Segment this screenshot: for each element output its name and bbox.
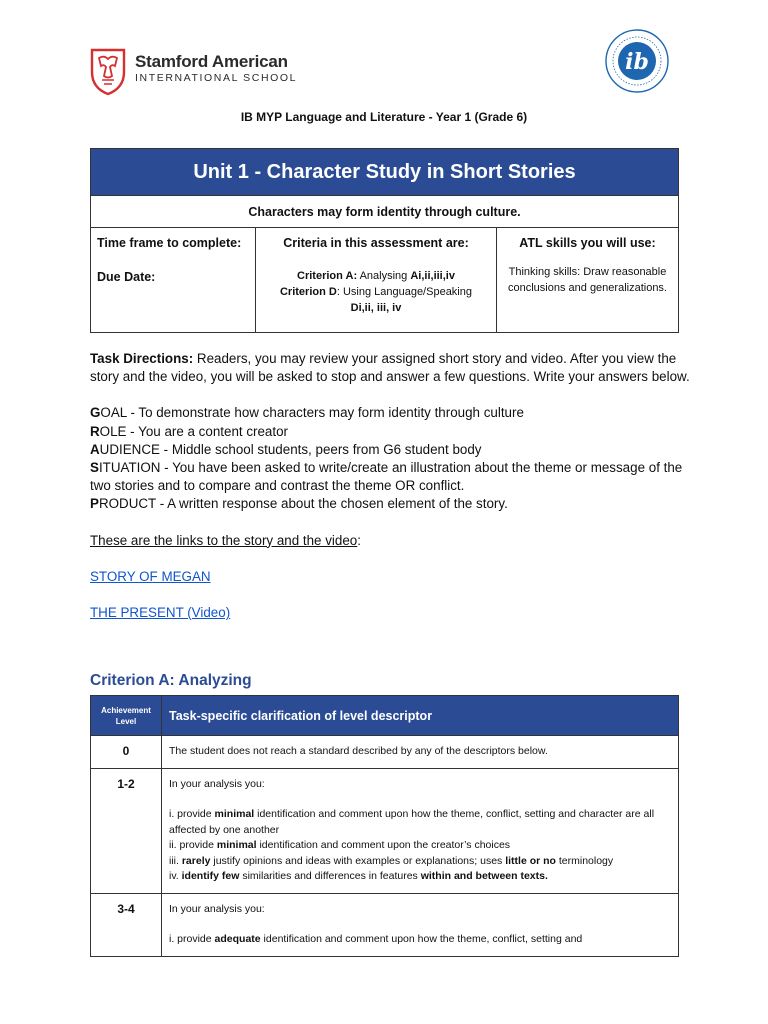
due-date-label: Due Date:: [97, 270, 156, 284]
rubric-strand-ii: [169, 838, 671, 854]
criterion-d-strands: Di,ii, iii, iv: [350, 302, 402, 314]
criterion-d-line: [262, 284, 490, 300]
rubric-descriptor: The student does not reach a standard described by any of the descriptors below.: [162, 736, 679, 769]
rubric-level: 3-4: [91, 893, 162, 956]
grasps-situation: [90, 459, 690, 495]
school-shield-icon: [90, 46, 126, 96]
strand-text: i. provide: [169, 933, 215, 945]
rubric-header-level: Achievement Level: [91, 696, 162, 736]
task-directions-label: Task Directions:: [90, 351, 194, 366]
strand-bold: minimal: [214, 808, 255, 820]
rubric-intro: In your analysis you:: [169, 777, 265, 790]
page-subtitle: IB MYP Language and Literature - Year 1 (Grade 6): [240, 110, 528, 124]
ib-logo-text: ib: [625, 49, 649, 75]
criteria-cell: [256, 228, 497, 333]
rubric-strand-iii: [169, 854, 671, 870]
task-directions: [90, 350, 690, 386]
grasps-letter: G: [90, 405, 101, 421]
criterion-a-rubric-table: [90, 695, 679, 957]
atl-cell: [497, 228, 679, 333]
rubric-strand-i: [169, 932, 671, 948]
grasps-letter: S: [90, 460, 99, 476]
grasps-text: RODUCT - A written response about the chosen element of the story.: [98, 496, 508, 512]
table-row: [91, 768, 679, 893]
atl-heading: ATL skills you will use:: [519, 236, 656, 250]
ib-logo-icon: [604, 28, 670, 94]
rubric-descriptor: [162, 768, 679, 893]
strand-text: terminology: [555, 854, 614, 867]
story-of-megan-link[interactable]: STORY OF MEGAN: [90, 568, 211, 584]
rubric-level: 0: [91, 736, 162, 769]
atl-text: Thinking skills: Draw reasonable conclusions and generalizations.: [508, 266, 667, 294]
grasps-role: [90, 423, 690, 441]
table-row: [91, 736, 679, 769]
strand-text: identification and comment upon how the theme, conflict, setting and character are all affected by one another: [169, 808, 655, 836]
criteria-heading: Criteria in this assessment are:: [283, 236, 469, 250]
links-intro-text: These are the links to the story and the video: [90, 532, 358, 548]
grasps-text: OAL - To demonstrate how characters may form identity through culture: [100, 405, 524, 421]
strand-text: identification and comment upon how the theme, conflict, setting and: [260, 933, 583, 945]
criterion-a-strands: Ai,ii,iii,iv: [410, 270, 455, 282]
strand-text: justify opinions and ideas with examples or explanations; uses: [210, 854, 506, 867]
the-present-video-link[interactable]: THE PRESENT (Video): [90, 605, 231, 621]
table-row: [91, 893, 679, 956]
school-name-line1: Stamford American: [135, 52, 288, 71]
rubric-strand-iv: [169, 869, 671, 885]
grasps-audience: [90, 441, 690, 459]
timeframe-label: Time frame to complete:: [97, 236, 242, 250]
school-logo: [90, 46, 297, 96]
criterion-a-text: Analysing: [359, 270, 408, 282]
strand-bold: within and between texts.: [420, 870, 548, 882]
strand-text: similarities and differences in features: [239, 870, 421, 882]
strand-bold: adequate: [214, 933, 261, 945]
unit-title: Unit 1 - Character Study in Short Stories: [91, 149, 679, 196]
grasps-letter: P: [90, 496, 99, 512]
unit-table: [90, 148, 679, 333]
task-body: [90, 350, 690, 622]
strand-text: ii. provide: [169, 839, 217, 851]
grasps-letter: A: [90, 441, 100, 457]
strand-text: identification and comment upon the creator’s choices: [256, 839, 511, 851]
links-intro: [90, 532, 690, 550]
rubric-level: 1-2: [91, 768, 162, 893]
page-header: [90, 46, 680, 106]
unit-statement: Characters may form identity through culture.: [91, 196, 679, 228]
grasps-product: [90, 495, 690, 513]
timeframe-cell: [91, 228, 256, 333]
strand-text: i. provide: [169, 808, 215, 820]
strand-bold: identify few: [181, 870, 240, 882]
criterion-d-label: Criterion D: [279, 286, 337, 298]
links-intro-colon: :: [357, 532, 361, 548]
strand-bold: rarely: [181, 854, 211, 867]
strand-text: iv.: [169, 870, 182, 882]
task-directions-text: Readers, you may review your assigned short story and video. After you view the story and the video, you will be asked to stop and answer a few questions. Write your answers below.: [90, 351, 690, 385]
grasps-text: OLE - You are a content creator: [99, 423, 289, 439]
school-name-line2: INTERNATIONAL SCHOOL: [135, 72, 298, 84]
rubric-intro: In your analysis you:: [169, 902, 265, 915]
criterion-a-line: [262, 268, 490, 284]
rubric-header-descriptor: Task-specific clarification of level descriptor: [162, 696, 679, 736]
criterion-d-strands-line: [262, 300, 490, 316]
criterion-a-heading: Criterion A: Analyzing: [90, 672, 252, 689]
criterion-d-text: : Using Language/Speaking: [336, 286, 472, 298]
grasps-goal: [90, 404, 690, 422]
grasps-text: ITUATION - You have been asked to write/create an illustration about the theme or message of the two stories and to compare and contrast the theme OR conflict.: [90, 460, 683, 494]
strand-text: iii.: [169, 854, 182, 867]
rubric-strand-i: [169, 807, 671, 838]
rubric-descriptor: [162, 893, 679, 956]
strand-bold: minimal: [216, 839, 257, 851]
criterion-a-label: Criterion A:: [297, 270, 358, 282]
grasps-text: UDIENCE - Middle school students, peers from G6 student body: [99, 441, 482, 457]
grasps-letter: R: [90, 423, 100, 439]
strand-bold: little or no: [505, 854, 556, 867]
